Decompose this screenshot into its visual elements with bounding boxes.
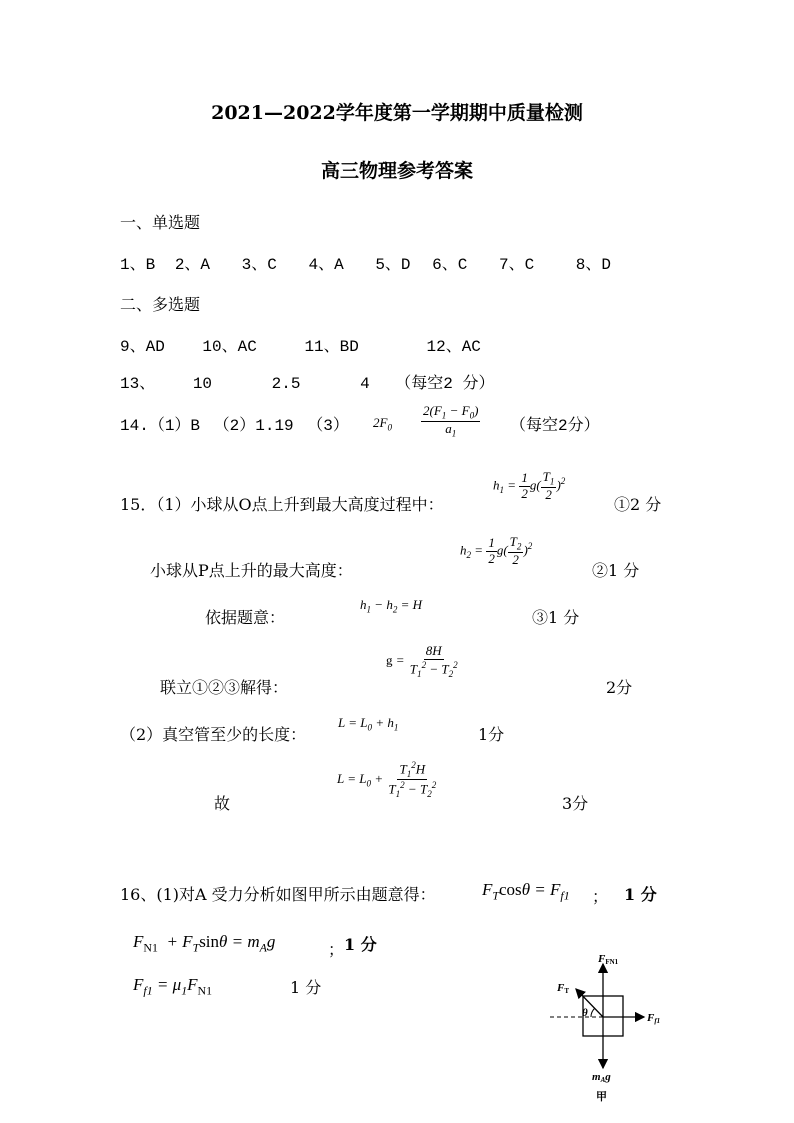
tension-arrow — [576, 989, 603, 1017]
q15-formula-diff: $h_1 - h_2 = H$ — [360, 597, 423, 615]
q15-line6-score: 3分 — [562, 794, 589, 813]
q15-line3-text: 依据题意： — [205, 608, 286, 627]
q15-formula-L-final: $L = L_0$ + $\frac{T_1^2H}{T_1^2 - T_2^2}$ — [337, 760, 437, 800]
q14-answer-2f0: $2F_0$ — [373, 415, 392, 433]
q15-formula-h2: $h_2$ = $\frac{1}{2}$ g( $\frac{T_2}{2}$ )$^2$ — [460, 534, 533, 568]
q16-line2-sep: ； — [328, 940, 345, 959]
q15-line4-text: 联立①②③解得： — [160, 678, 289, 697]
q15-formula-L: $L = L_0 + h_1$ — [338, 715, 399, 733]
answer-2: 2、A — [174, 256, 211, 274]
q15-formula-h1: $h_1$ = $\frac{1}{2}$ g( $\frac{T_1}{2}$ )$^2$ — [493, 469, 566, 503]
q14-answer-fraction: $\frac{2(F_1 - F_0)}{a_1}$ — [423, 403, 479, 439]
answer-12: 12、AC — [426, 338, 481, 356]
answer-1: 1、B — [120, 256, 156, 274]
answer-9: 9、AD — [120, 338, 165, 356]
single-answers-row — [120, 251, 611, 274]
q15-line4-score: 2分 — [606, 678, 633, 697]
label-ff1: Ff1 — [647, 1012, 661, 1025]
multi-answers-row — [120, 333, 481, 356]
q13-row — [120, 370, 495, 393]
q16-line1-score: 1 分 — [624, 885, 657, 904]
q13-note: （每空2 分） — [395, 375, 495, 393]
q15-line2-score: ②1 分 — [592, 561, 640, 580]
q13-value-2: 2.5 — [271, 375, 301, 393]
answer-8: 8、D — [575, 256, 612, 274]
page-title: 2021—2022学年度第一学期期中质量检测 — [211, 102, 583, 124]
page-subtitle: 高三物理参考答案 — [320, 160, 473, 182]
q13-value-3: 4 — [360, 375, 370, 393]
section-heading-multi: 二、多选题 — [120, 295, 201, 314]
figure-caption: 甲 — [596, 1091, 607, 1103]
answer-10: 10、AC — [202, 338, 257, 356]
q14-part3: （3） — [307, 417, 349, 435]
q15-line5-text: （2）真空管至少的长度： — [120, 725, 307, 744]
q16-line2-formula: $F_{N1} + F_T\sin\theta = m_Ag$ — [133, 932, 276, 955]
answer-4: 4、A — [308, 256, 344, 274]
label-ft: FT — [557, 982, 570, 995]
q13-value-1: 10 — [192, 375, 213, 393]
label-mag: mAg — [592, 1071, 611, 1084]
q14-row — [120, 412, 349, 435]
q15-line1-text: 15．（1）小球从O点上升到最大高度过程中： — [120, 495, 444, 514]
answer-6: 6、C — [432, 256, 468, 274]
q16-line3-formula: $F_{f1} = \mu_1F_{N1}$ — [133, 975, 213, 998]
angle-arc — [591, 1008, 595, 1017]
q15-line2-text: 小球从P点上升的最大高度： — [150, 561, 353, 580]
q14-part1: （1）B — [148, 417, 201, 435]
section-heading-single: 一、单选题 — [120, 213, 201, 232]
q16-line1-text: 16、(1)对A 受力分析如图甲所示由题意得： — [120, 885, 436, 904]
q16-line1-formula: $F_T\cos\theta = F_{f1}$ — [482, 880, 570, 903]
answer-5: 5、D — [375, 256, 411, 274]
answer-11: 11、BD — [304, 338, 359, 356]
label-fn1: FFN1 — [598, 953, 619, 966]
q16-line3-score: 1 分 — [290, 978, 322, 997]
q15-line3-score: ③1 分 — [532, 608, 580, 627]
q15-line5-score: 1分 — [478, 725, 505, 744]
q15-line1-score: ①2 分 — [614, 495, 662, 514]
q15-formula-g: g = $\frac{8H}{T_1^2 - T_2^2}$ — [386, 643, 458, 679]
answer-3: 3、C — [241, 256, 277, 274]
label-theta: θ — [582, 1007, 588, 1019]
q14-part2: （2）1.19 — [213, 417, 294, 435]
q15-line6-text: 故 — [214, 794, 231, 813]
answer-7: 7、C — [498, 256, 535, 274]
q16-line2-score: 1 分 — [344, 935, 377, 954]
force-diagram — [540, 950, 680, 1110]
q16-line1-sep: ； — [592, 887, 609, 906]
q14-note: （每空2分） — [510, 417, 600, 435]
q14-number: 14. — [120, 417, 149, 435]
q13-number: 13、 — [120, 375, 156, 393]
